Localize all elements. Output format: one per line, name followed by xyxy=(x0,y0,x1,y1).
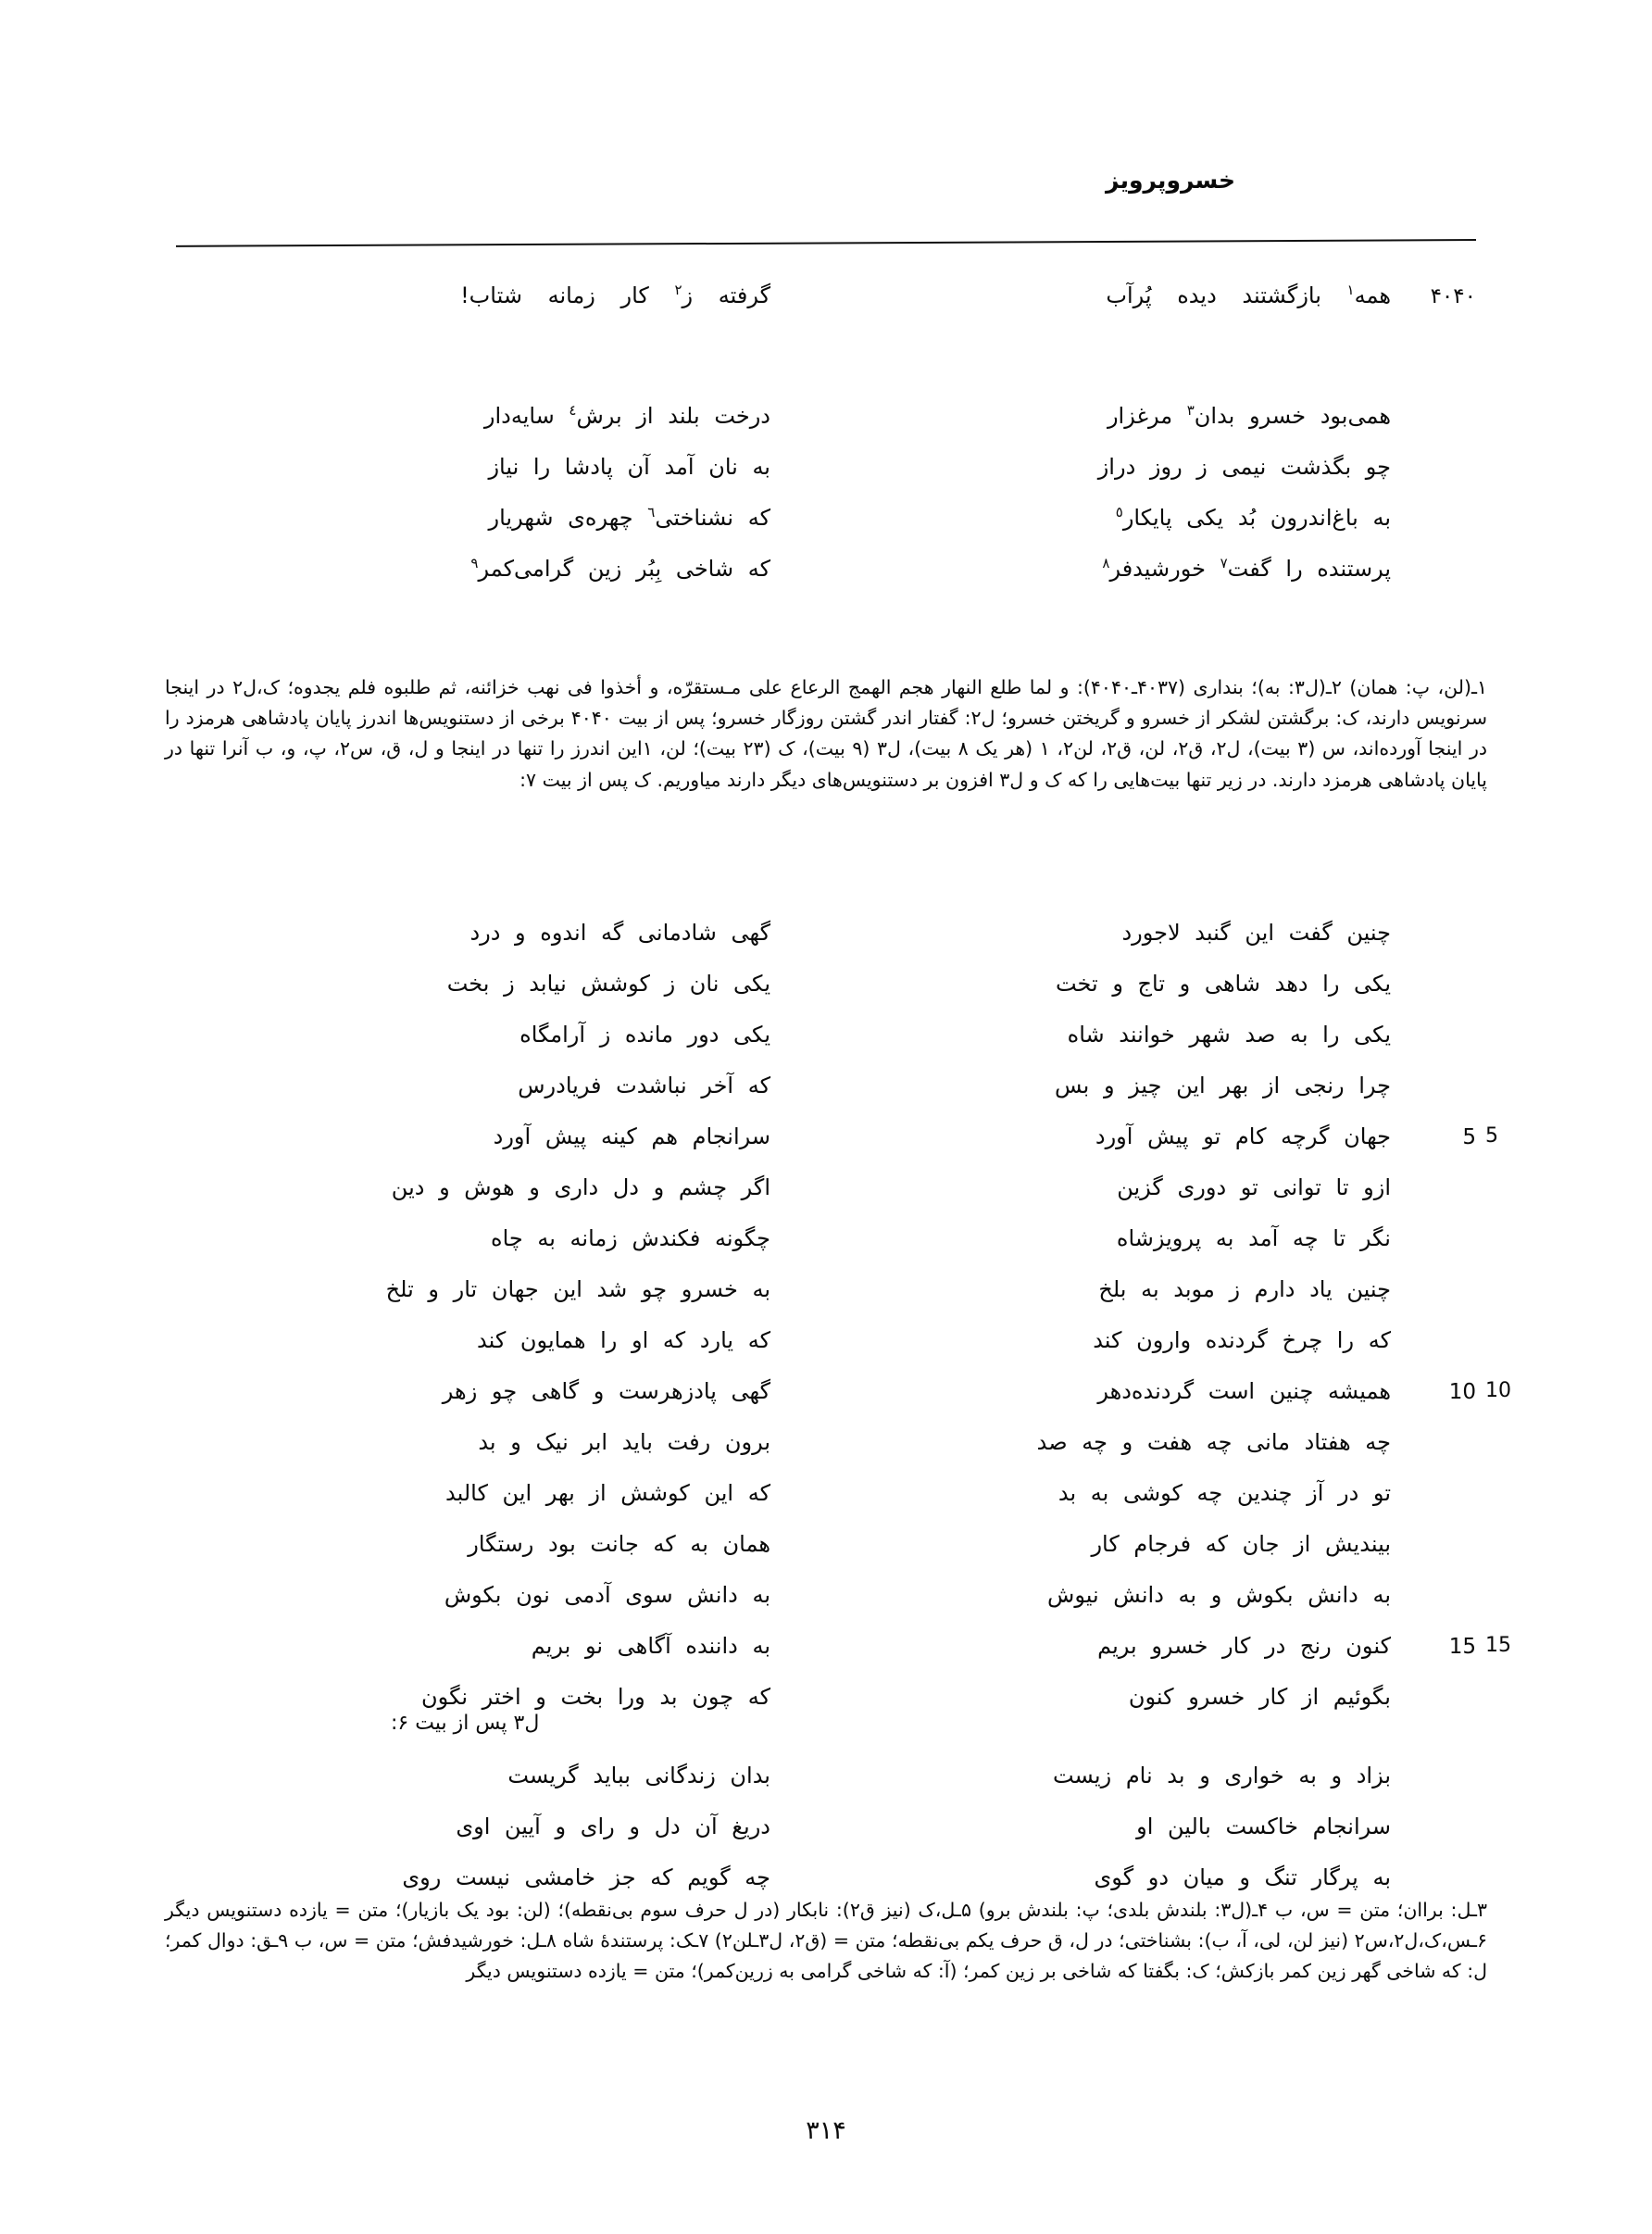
verse-line xyxy=(176,1526,1476,1577)
hemistich-first: پرستنده را گفت$^٧$ خورشیدفر$^٨$ xyxy=(1102,555,1391,582)
hemistich-first: که را چرخ گردنده وارون کند xyxy=(1093,1327,1391,1353)
bayt-number: 5 xyxy=(1462,1125,1476,1149)
hemistich-second: گهی پادزهرست و گاهی چو زهر xyxy=(442,1378,770,1404)
hemistich-second: همان به که جانت بود رستگار xyxy=(468,1531,770,1557)
bayt-number xyxy=(1391,1191,1476,1195)
hemistich-first: جهان گرچه کام تو پیش آورد xyxy=(1095,1123,1391,1149)
hemistich-second: که نشناختی$^٦$ چهره‌ی شهریار xyxy=(488,504,770,531)
verse-line xyxy=(176,551,1476,602)
hemistich-first: یکی را دهد شاهی و تاج و تخت xyxy=(1055,971,1391,997)
folio-number: ۳۱۴ xyxy=(806,2116,846,2145)
verse-line xyxy=(176,278,1476,329)
hemistich-second: گرفته ز$^٢$ کار زمانه شتاب! xyxy=(460,282,770,308)
apparatus-bottom-text: ٣ـل: براان؛ متن = س، ب ۴ـ(ل٣: بلندش بلدی؛ پ: بلندش برو) ۵ـل،ک (نیز ق٢): نابکار (در ل حرف سوم بی‌نقطه)؛ (لن: بود یک بازیار)؛ متن = یازده دستنویس دیگر ۶ـس،ک،ل٢،س٢ (نیز لن، لی، آ، ب): بشناختی؛ در ل، ق حرف یکم بی‌نقطه؛ متن = (ق٢، ل٣ـلن٢) ٧ـک: پرستندهٔ شاه ٨ـل: خورشیدفش؛ متن = س، ب ٩ـق: دوال کمر؛ ل: که شاخی گهر زین کمر بازکش؛ ک: بگفتا که شاخی بر زین کمر؛ (آ: که شاخی گرامی به زرین‌کمر)؛ متن = یازده دستنویس دیگر xyxy=(165,1899,1488,1983)
verse-line-number: 10 xyxy=(1485,1379,1511,1402)
hemistich-first: کنون رنج در کار خسرو بریم xyxy=(1097,1633,1391,1659)
verse-line xyxy=(176,1809,1476,1860)
verse-block-main xyxy=(176,915,1511,1730)
hemistich-second: یکی دور مانده ز آرامگاه xyxy=(519,1022,770,1048)
hemistich-second: که این کوشش از بهر این کالبد xyxy=(445,1480,770,1506)
hemistich-second: که آخر نباشدت فریادرس xyxy=(518,1073,770,1098)
hemistich-first: سرانجام خاکست بالین او xyxy=(1136,1814,1391,1839)
hemistich-second: سرانجام هم کینه پیش آورد xyxy=(493,1123,770,1149)
verse-line xyxy=(176,500,1476,551)
hemistich-first: ازو تا توانی تو دوری گزین xyxy=(1117,1174,1391,1200)
verse-line xyxy=(176,1577,1476,1628)
hemistich-second: یکی نان ز کوشش نیابد ز بخت xyxy=(446,971,770,997)
hemistich-first: همیشه چنین است گردنده‌دهر xyxy=(1097,1378,1391,1404)
verse-line xyxy=(176,1374,1511,1424)
bayt-number xyxy=(1391,1881,1476,1885)
hemistich-second: چگونه فکندش زمانه به چاه xyxy=(491,1225,770,1251)
bayt-number xyxy=(1391,1293,1476,1297)
bayt-number xyxy=(1391,936,1476,940)
hemistich-first: چرا رنجی از بهر این چیز و بس xyxy=(1055,1073,1391,1098)
hemistich-second: گهی شادمانی گه اندوه و درد xyxy=(469,920,770,946)
hemistich-first: یکی را به صد شهر خوانند شاه xyxy=(1067,1022,1391,1048)
hemistich-first: چنین گفت این گنبد لاجورد xyxy=(1121,920,1391,946)
bayt-number xyxy=(1391,987,1476,991)
hemistich-first: بزاد و به خواری و بد نام زیست xyxy=(1052,1763,1391,1788)
hemistich-second: که چون بد ورا بخت و اختر نگون xyxy=(421,1684,770,1710)
bayt-number xyxy=(1391,1497,1476,1500)
bayt-number: 10 xyxy=(1448,1380,1476,1404)
verse-line xyxy=(176,1221,1476,1272)
section-label-text: ل٣ پس از بیت ۶: xyxy=(391,1712,540,1735)
apparatus-bottom xyxy=(165,1895,1487,1988)
header-rule xyxy=(176,239,1476,247)
verse-line xyxy=(176,1628,1511,1679)
hemistich-first: همی‌بود خسرو بدان$^٣$ مرغزار xyxy=(1107,402,1391,429)
page-header xyxy=(176,167,1476,250)
hemistich-second: به نان آمد آن پادشا را نیاز xyxy=(488,454,770,480)
verse-line-number: 5 xyxy=(1485,1124,1498,1148)
hemistich-first: بیندیش از جان که فرجام کار xyxy=(1091,1531,1391,1557)
section-label xyxy=(176,1712,1476,1735)
bayt-number xyxy=(1391,420,1476,423)
verse-line xyxy=(176,915,1476,966)
verse-line xyxy=(176,1068,1476,1119)
hemistich-first: نگر تا چه آمد به پرویزشاه xyxy=(1116,1225,1391,1251)
hemistich-second: بدان زندگانی بباید گریست xyxy=(507,1763,770,1788)
bayt-number xyxy=(1391,1446,1476,1450)
bayt-number: 15 xyxy=(1448,1635,1476,1659)
hemistich-first: چو بگذشت نیمی ز روز دراز xyxy=(1097,454,1391,480)
bayt-number xyxy=(1391,1548,1476,1551)
verse-block-top xyxy=(176,278,1476,329)
verse-line xyxy=(176,1323,1476,1374)
verse-line xyxy=(176,966,1476,1017)
verse-line xyxy=(176,1119,1498,1170)
verse-block-second xyxy=(176,398,1476,602)
hemistich-second: به خسرو چو شد این جهان تار و تلخ xyxy=(385,1276,770,1302)
verse-line xyxy=(176,449,1476,500)
apparatus-top-text: ١ـ(لن، پ: همان) ٢ـ(ل٣: به)؛ بنداری (۴۰۳۷ـ۴۰۴۰): و لما طلع النهار هجم الهمج الرعاع علی مـستقرّه، و أخذوا فی نهب خزائنه، ثم طلبوه فلم یجدوه؛ ک،ل٢ در اینجا سرنویس دارند، ک: برگشتن لشکر از خسرو و گریختن خسرو؛ ل٢: گفتار اندر گشتن روزگار خسرو؛ پس از بیت ۴۰۴۰ برخی از دستنویس‌ها اندرز پایان پادشاهی هرمزد را در اینجا آورده‌اند، س (٣ بیت)، ل٢، ق٢، لن، ق٢، لن٢، ١ (هر یک ٨ بیت)، ل٣ (٩ بیت)، ک (٢٣ بیت)؛ لن، ١این اندرز را تنها در اینجا و ل، ق، س٢، پ، و، ب آنرا تنها در پایان پادشاهی هرمزد دارند. در زیر تنها بیت‌هایی را که ک و ل٣ افزون بر دستنویس‌های دیگر دارند میاوریم. ک پس از بیت ٧: xyxy=(165,676,1488,791)
verse-block-bottom xyxy=(176,1758,1476,1911)
running-head: خسروپرویز xyxy=(1106,167,1235,194)
bayt-number xyxy=(1391,521,1476,525)
hemistich-second: برون رفت باید ابر نیک و بد xyxy=(478,1429,770,1455)
verse-line xyxy=(176,1272,1476,1323)
hemistich-first: چنین یاد دارم ز موبد به بلخ xyxy=(1098,1276,1391,1302)
hemistich-second: که یارد که او را همایون کند xyxy=(477,1327,770,1353)
bayt-number xyxy=(1391,1038,1476,1042)
hemistich-first: به پرگار تنگ و میان دو گوی xyxy=(1094,1864,1391,1890)
hemistich-first: چه هفتاد مانی چه هفت و چه صد xyxy=(1036,1429,1391,1455)
hemistich-second: به دانش سوی آدمی نون بکوش xyxy=(444,1582,770,1608)
bayt-number xyxy=(1391,1701,1476,1704)
verse-line xyxy=(176,1758,1476,1809)
hemistich-first: به دانش بکوش و به دانش نیوش xyxy=(1047,1582,1391,1608)
apparatus-top xyxy=(165,672,1487,796)
bayt-number xyxy=(1391,1599,1476,1602)
bayt-number xyxy=(1391,471,1476,474)
bayt-number xyxy=(1391,572,1476,576)
hemistich-second: چه گویم که جز خامشی نیست روی xyxy=(402,1864,770,1890)
bayt-number xyxy=(1391,1830,1476,1834)
hemistich-first: تو در آز چندین چه کوشی به بد xyxy=(1058,1480,1391,1506)
bayt-number: ۴۰۴۰ xyxy=(1430,284,1476,308)
bayt-number xyxy=(1391,1779,1476,1783)
verse-line xyxy=(176,1170,1476,1221)
bayt-number xyxy=(1391,1242,1476,1246)
verse-line xyxy=(176,1017,1476,1068)
hemistich-first: همه$^١$ بازگشتند دیده پُرآب xyxy=(1106,282,1391,308)
verse-line-number: 15 xyxy=(1485,1634,1511,1657)
bayt-number xyxy=(1391,1089,1476,1093)
hemistich-second: که شاخی بِبُر زین گرامی‌کمر$^٩$ xyxy=(470,555,770,582)
hemistich-second: دریغ آن دل و رای و آیین اوی xyxy=(456,1814,770,1839)
hemistich-first: به باغ‌اندرون بُد یکی پایکار$^٥$ xyxy=(1115,504,1391,531)
hemistich-first: بگوئیم از کار خسرو کنون xyxy=(1128,1684,1391,1710)
hemistich-second: اگر چشم و دل داری و هوش و دین xyxy=(391,1174,770,1200)
hemistich-second: درخت بلند از برش$^٤$ سایه‌دار xyxy=(483,402,770,429)
verse-line xyxy=(176,1424,1476,1475)
bayt-number xyxy=(1391,1344,1476,1348)
hemistich-second: به داننده آگاهی نو بریم xyxy=(531,1633,770,1659)
verse-line xyxy=(176,1475,1476,1526)
verse-line xyxy=(176,398,1476,449)
